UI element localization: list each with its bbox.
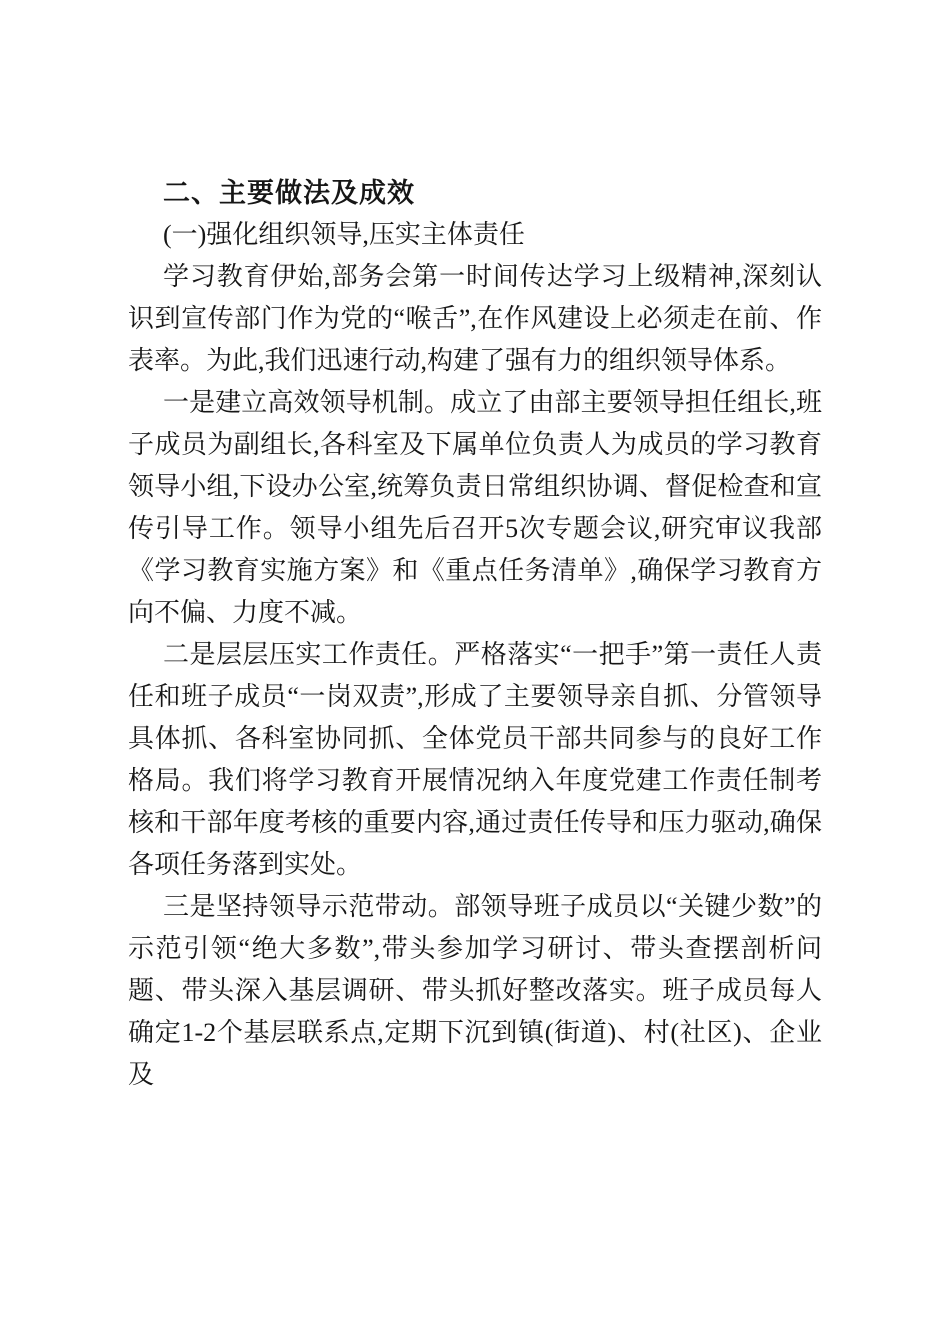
body-paragraph: 学习教育伊始,部务会第一时间传达学习上级精神,深刻认识到宣传部门作为党的“喉舌”,在作风建设上必须走在前、作表率。为此,我们迅速行动,构建了强有力的组织领导体系。	[128, 262, 822, 375]
body-paragraph: 二是层层压实工作责任。严格落实“一把手”第一责任人责任和班子成员“一岗双责”,形成了主要领导亲自抓、分管领导具体抓、各科室协同抓、全体党员干部共同参与的良好工作格局。我们将学习教育开展情况纳入年度党建工作责任制考核和干部年度考核的重要内容,通过责任传导和压力驱动,确保各项任务落到实处。	[128, 640, 822, 879]
body-paragraph: 三是坚持领导示范带动。部领导班子成员以“关键少数”的示范引领“绝大多数”,带头参加学习研讨、带头查摆剖析问题、带头深入基层调研、带头抓好整改落实。班子成员每人确定1-2个基层联系点,定期下沉到镇(街道)、村(社区)、企业及	[128, 892, 822, 1089]
subsection-heading: (一)强化组织领导,压实主体责任	[163, 220, 525, 249]
body-paragraph: 一是建立高效领导机制。成立了由部主要领导担任组长,班子成员为副组长,各科室及下属单位负责人为成员的学习教育领导小组,下设办公室,统筹负责日常组织协调、督促检查和宣传引导工作。领导小组先后召开5次专题会议,研究审议我部《学习教育实施方案》和《重点任务清单》,确保学习教育方向不偏、力度不减。	[128, 388, 822, 627]
section-heading: 二、主要做法及成效	[163, 178, 415, 208]
document-text-block	[128, 172, 822, 1096]
